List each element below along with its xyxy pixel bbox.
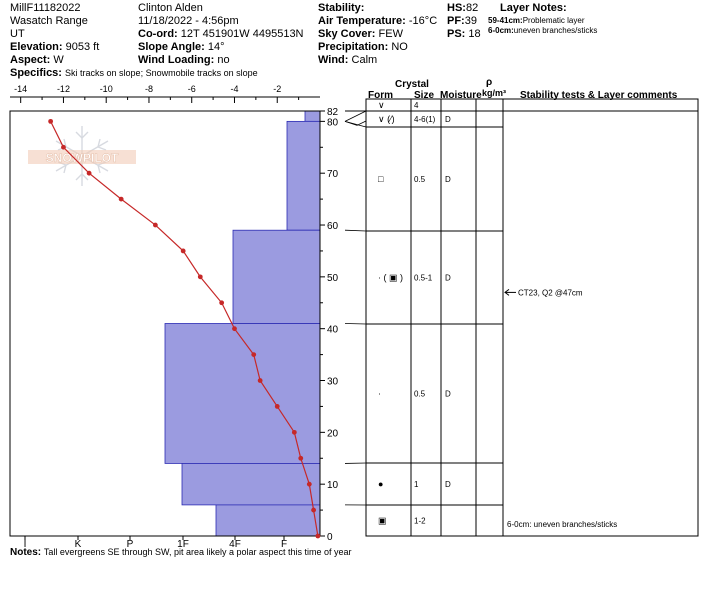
slope-angle: Slope Angle: 14° (138, 41, 225, 53)
depth-tick-label: 40 (327, 324, 339, 336)
temperature-point (119, 197, 124, 202)
depth-tick-label: 0 (327, 532, 333, 543)
temperature-point (298, 456, 303, 461)
depth-tick-label: 80 (327, 117, 339, 129)
temp-tick-label: -2 (273, 84, 282, 94)
snowpilot-logo (28, 126, 136, 186)
stability-test-0: CT23, Q2 @47cm (518, 288, 583, 298)
temp-tick-label: -4 (230, 84, 239, 94)
stability-test-1: 6-0cm: uneven branches/sticks (507, 520, 618, 529)
layer-note-2: 6-0cm:uneven branches/sticks (488, 26, 598, 35)
hardness-bar-4 (182, 463, 320, 504)
moisture-header: Moisture (440, 90, 482, 101)
svg-text:SNOWPILOT: SNOWPILOT (45, 151, 119, 165)
depth-connector-80 (345, 121, 366, 125)
range: Wasatch Range (10, 15, 88, 27)
depth-tick-label: 50 (327, 272, 339, 284)
temperature-point (292, 430, 297, 435)
layer-size-0: 4 (414, 101, 419, 110)
depth-tick-label: 70 (327, 169, 339, 181)
temperature-point (232, 326, 237, 331)
depth-tick-label: 30 (327, 376, 339, 388)
depth-tick-label: 20 (327, 428, 339, 440)
pf: PF:39 (447, 15, 477, 27)
wind-loading: Wind Loading: no (138, 54, 230, 66)
coord: Co-ord: 12T 451901W 4495513N (138, 28, 304, 40)
temperature-point (61, 145, 66, 150)
temperature-point (219, 300, 224, 305)
state: UT (10, 28, 25, 40)
hardness-bar-1 (287, 121, 320, 230)
layer-form-3: · ( ▣ ) (378, 272, 403, 283)
depth-tick-label: 82 (327, 107, 339, 118)
hardness-tick-label: 4F (229, 539, 241, 550)
sky-cover: Sky Cover: FEW (318, 28, 403, 40)
layer-moisture-4: D (445, 389, 451, 399)
temperature-point (311, 508, 316, 513)
hardness-tick-label: 1F (177, 539, 189, 550)
temperature-point (48, 119, 53, 124)
specifics: Specifics: Ski tracks on slope; Snowmobile tracks on slope (10, 67, 258, 79)
layer-moisture-2: D (445, 175, 451, 184)
hardness-tick-label: K (74, 539, 82, 550)
datetime: 11/18/2022 - 4:56pm (138, 15, 239, 27)
depth-connector (345, 324, 366, 325)
temperature-point (275, 404, 280, 409)
layer-form-0: ∨ (378, 100, 385, 110)
hs: HS:82 (447, 2, 479, 14)
layer-size-5: 1 (414, 480, 419, 489)
temperature-point (87, 171, 92, 176)
depth-tick-label: 60 (327, 221, 339, 233)
observer: Clinton Alden (138, 2, 203, 14)
depth-connector (345, 230, 366, 231)
layer-notes-title: Layer Notes: (500, 2, 567, 14)
layer-moisture-5: D (445, 480, 451, 489)
temp-tick-label: -10 (99, 84, 113, 94)
temperature-point (251, 352, 256, 357)
crystal-header: Crystal (395, 79, 429, 90)
layer-form-6: ▣ (378, 515, 387, 526)
stability-header: Stability tests & Layer comments (520, 90, 678, 101)
density-header: ρ (486, 77, 493, 88)
temperature-point (258, 378, 263, 383)
hardness-bar-2 (233, 230, 320, 323)
layer-form-4: · (378, 388, 381, 399)
hardness-bar-0 (305, 111, 320, 121)
temp-tick-label: -12 (56, 84, 70, 94)
hardness-tick-label: F (280, 539, 288, 550)
density-unit: kg/m³ (482, 88, 507, 98)
layer-moisture-3: D (445, 273, 451, 283)
size-header: Size (414, 90, 435, 101)
layer-size-4: 0.5 (414, 389, 426, 399)
temperature-point (153, 223, 158, 228)
air-temperature: Air Temperature: -16°C (318, 15, 438, 27)
layer-size-3: 0.5-1 (414, 273, 433, 283)
depth-tick-label: 10 (327, 480, 339, 492)
temperature-point (315, 534, 320, 539)
temperature-point (181, 249, 186, 254)
hardness-tick-label: P (126, 539, 134, 550)
layer-moisture-1: D (445, 115, 451, 124)
hardness-tick-label: I (23, 539, 27, 550)
table-frame (366, 99, 698, 536)
stability: Stability: (318, 2, 365, 14)
layer-form-5: ● (378, 479, 384, 489)
ps: PS: 18 (447, 28, 481, 40)
notes: Notes: Tall evergreens SE through SW, pit area likely a polar aspect this time of year (10, 547, 352, 558)
temp-tick-label: -14 (14, 84, 28, 94)
wind: Wind: Calm (318, 54, 378, 66)
pit-id: MillF11182022 (10, 2, 81, 14)
temperature-point (307, 482, 312, 487)
layer-size-6: 1-2 (414, 516, 426, 526)
depth-connector (345, 111, 366, 121)
layer-size-1: 4-6(1) (414, 115, 436, 124)
precipitation: Precipitation: NO (318, 41, 408, 53)
elevation: Elevation: 9053 ft (10, 41, 100, 53)
layer-note-1: 59-41cm:Problematic layer (488, 16, 585, 25)
layer-form-2: □ (378, 174, 384, 184)
temperature-point (198, 274, 203, 279)
temp-tick-label: -8 (144, 84, 153, 94)
aspect: Aspect: W (10, 54, 64, 66)
layer-size-2: 0.5 (414, 175, 426, 184)
form-header: Form (368, 90, 393, 101)
layer-form-1: ∨ (⁄) (378, 114, 395, 124)
temp-tick-label: -6 (187, 84, 196, 94)
hardness-bar-5 (216, 505, 320, 536)
